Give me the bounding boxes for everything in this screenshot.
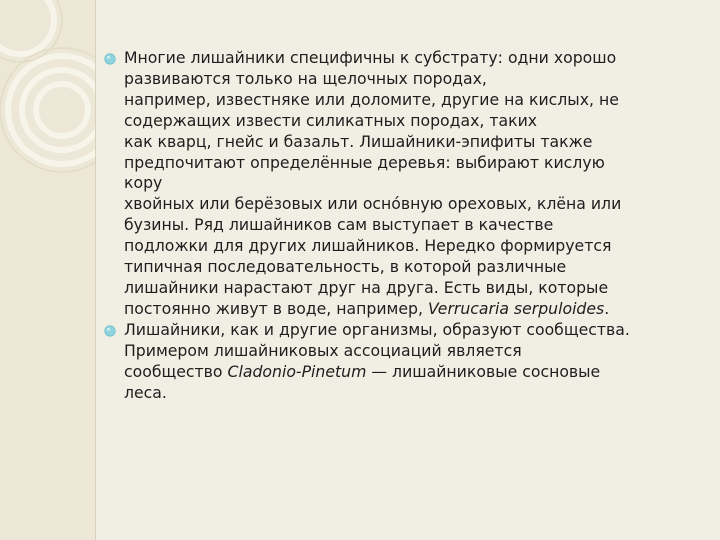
text-line: как кварц, гнейс и базальт. Лишайники-эпифиты также	[124, 131, 593, 151]
text-run: .	[604, 298, 610, 318]
text-line: содержащих извести силикатных породах, таких	[124, 110, 538, 130]
round-bullet-icon	[104, 325, 116, 337]
text-line: бузины. Ряд лишайников сам выступает в качестве	[124, 215, 554, 235]
text-line: Примером лишайниковых ассоциаций является	[124, 340, 522, 360]
slide-body	[100, 48, 705, 403]
text-line: Многие лишайники специфичны к субстрату: одни хорошо	[124, 48, 617, 67]
bullet-item	[100, 48, 705, 320]
text-line: кору	[124, 173, 163, 193]
side-divider	[95, 0, 96, 540]
text-line: лишайники нарастают друг на друга. Есть виды, которые	[124, 277, 609, 297]
bullet-item	[100, 320, 705, 404]
text-line	[124, 299, 705, 320]
text-line: леса.	[124, 382, 167, 402]
text-line: развиваются только на щелочных породах,	[124, 68, 487, 88]
species-name: Verrucaria serpuloides	[427, 298, 605, 318]
text-line: подложки для других лишайников. Нередко формируется	[124, 236, 612, 256]
text-run: — лишайниковые сосновые	[366, 361, 601, 381]
text-line	[124, 362, 705, 383]
text-run: постоянно живут в воде, например,	[124, 298, 428, 318]
text-line: например, известняке или доломите, другие на кислых, не	[124, 89, 619, 109]
round-bullet-icon	[104, 53, 116, 65]
text-line: предпочитают определённые деревья: выбирают кислую	[124, 152, 605, 172]
text-line: типичная последовательность, в которой различные	[124, 257, 567, 277]
concentric-rings-ornament	[0, 0, 95, 540]
text-line: хвойных или берёзовых или осно́вную ореховых, клёна или	[124, 194, 622, 214]
text-run: сообщество	[124, 361, 228, 381]
association-name: Cladonio-Pinetum	[227, 361, 367, 381]
text-line: Лишайники, как и другие организмы, образуют сообщества.	[124, 319, 630, 339]
